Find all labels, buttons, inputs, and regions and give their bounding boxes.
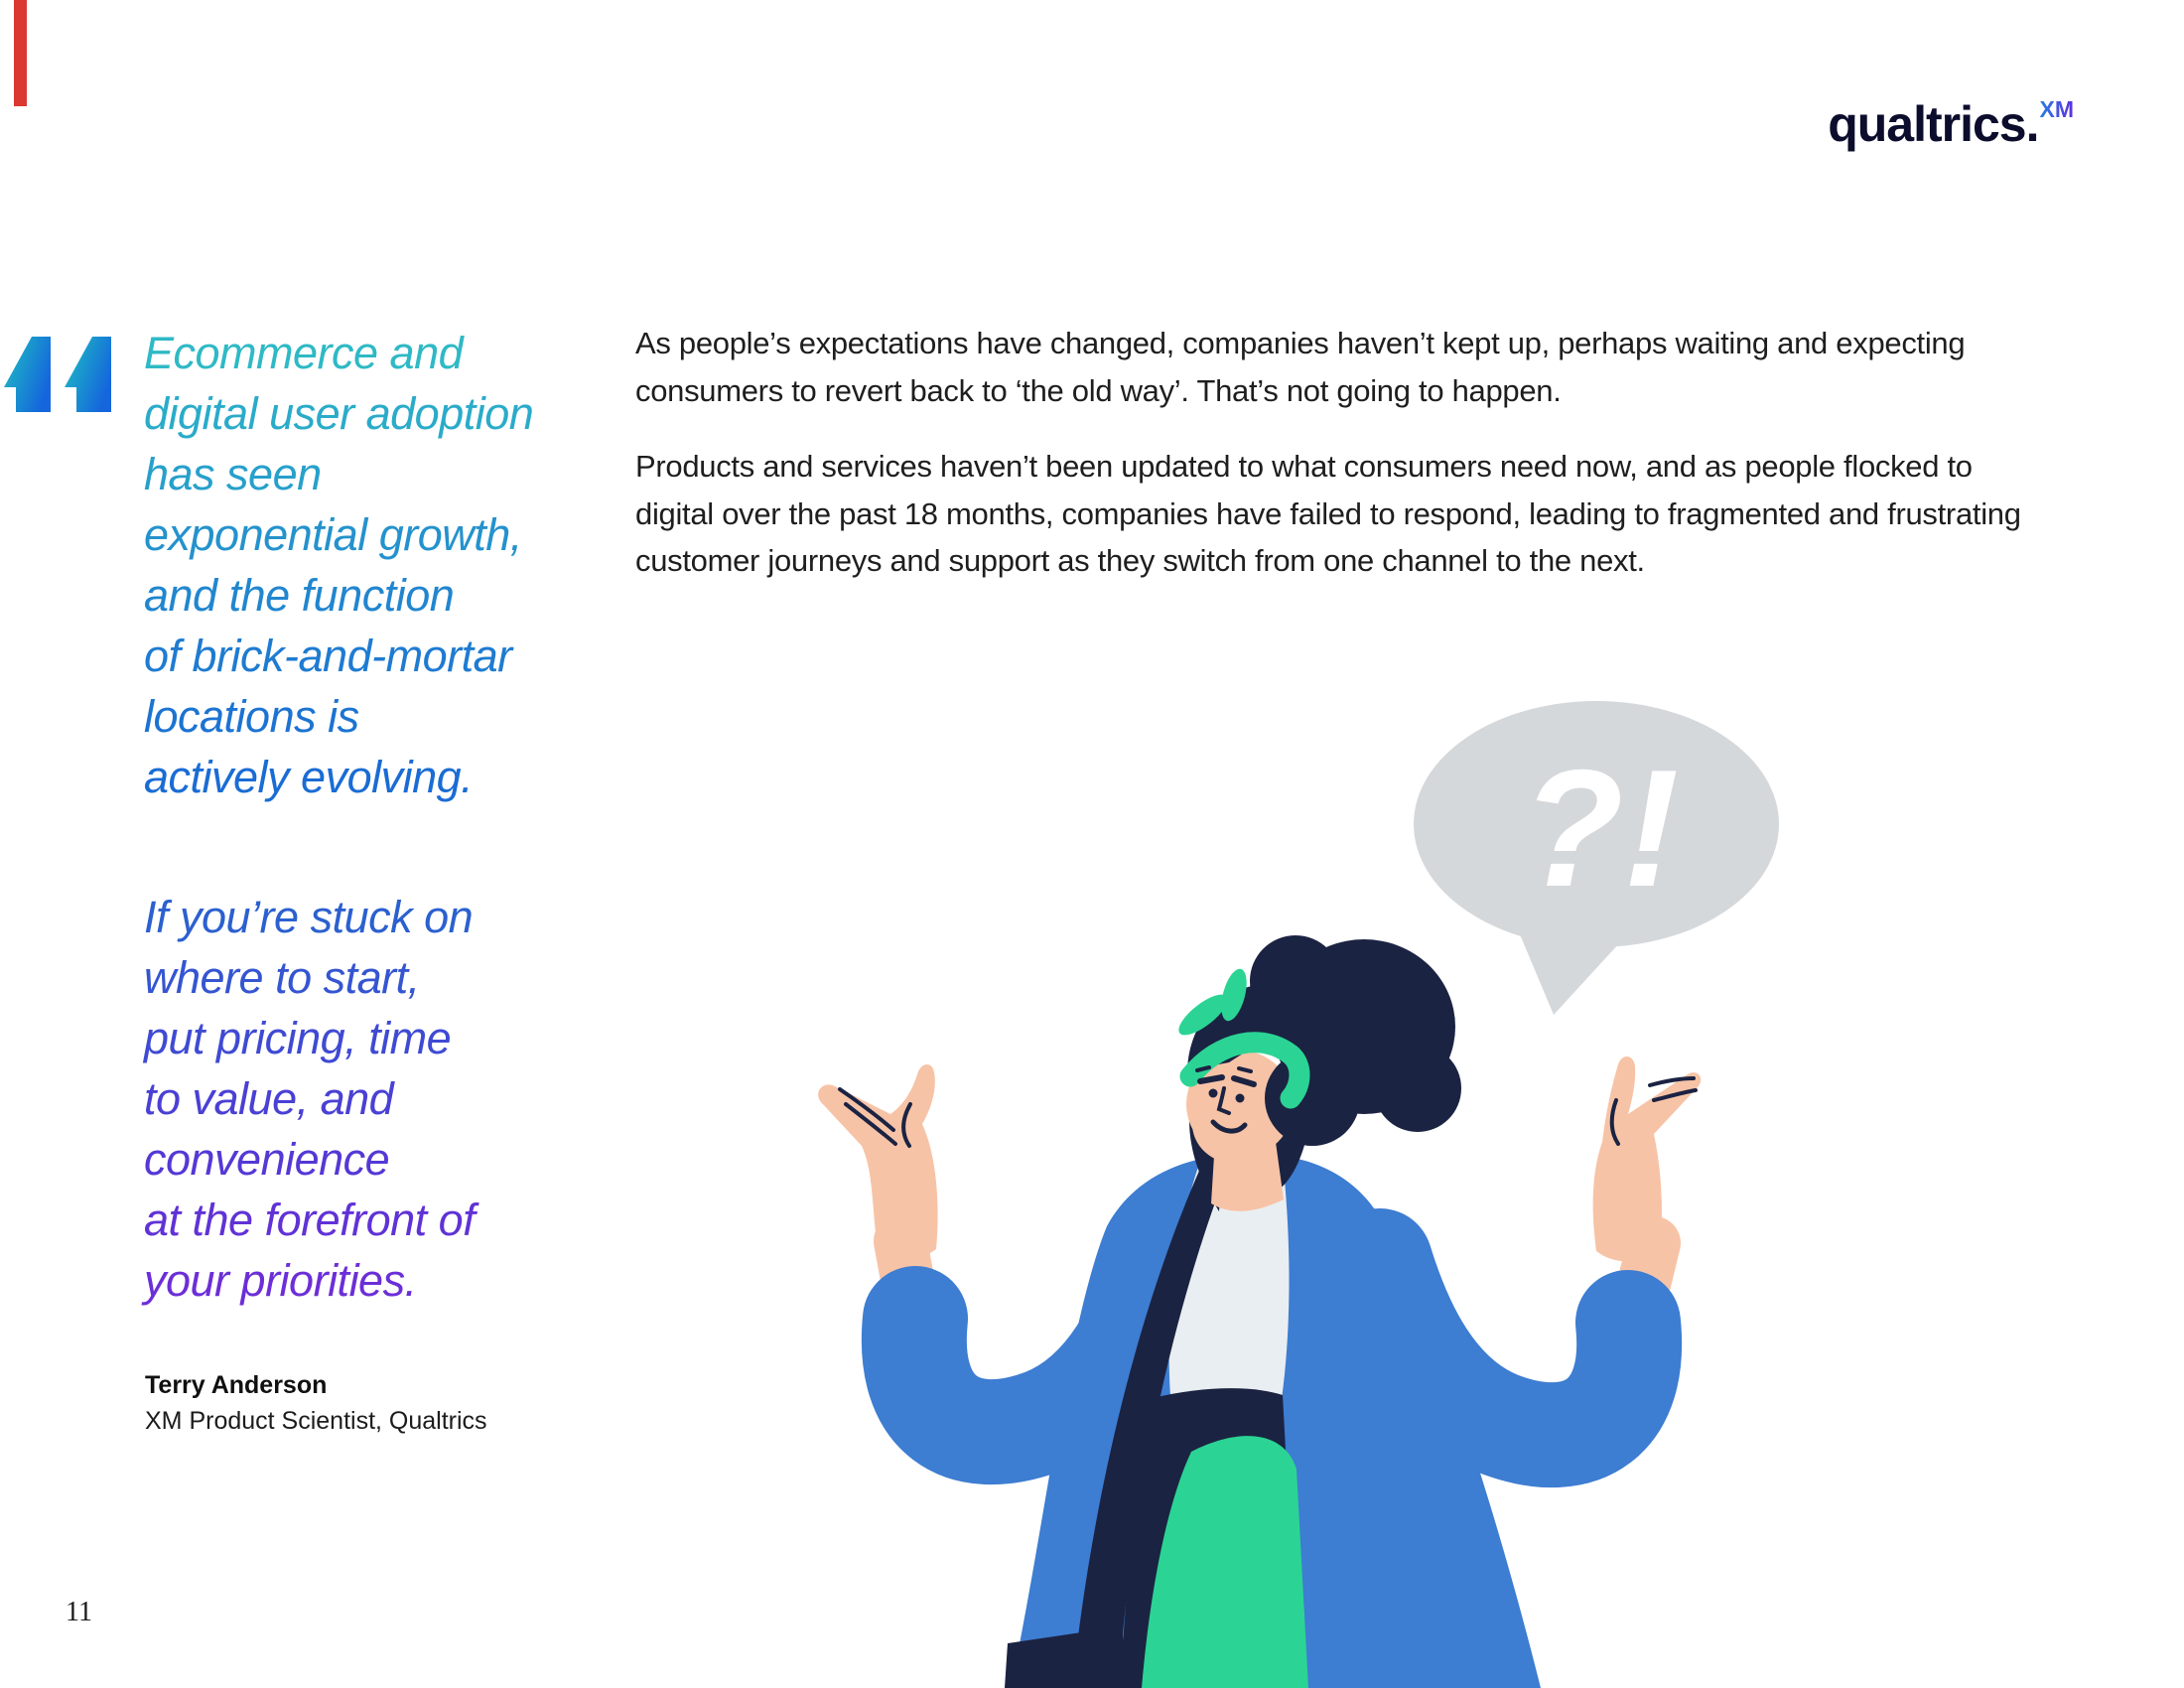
body-paragraph-2: Products and services haven’t been updated to what consumers need now, and as people flocked to digital over the past 18 months, companies have failed to respond, leading to fragmented and frustrating customer journeys and support as they switch from one channel to the next. <box>635 449 2021 578</box>
head <box>1173 935 1461 1164</box>
quote-line: of brick-and-mortar <box>144 631 512 681</box>
quote-line: locations is <box>144 691 359 742</box>
speech-bubble <box>1414 701 1779 1015</box>
qualtrics-logo-xm: XM <box>2039 96 2074 122</box>
attribution-role: XM Product Scientist, Qualtrics <box>145 1407 487 1435</box>
quote-line: put pricing, time <box>144 1013 452 1063</box>
shrugging-woman-illustration <box>774 635 1886 1688</box>
page-number: 11 <box>66 1597 92 1627</box>
quote-line: where to start, <box>144 952 420 1003</box>
qualtrics-logo <box>1828 95 2073 153</box>
pull-quote-part-2 <box>144 887 475 1311</box>
pull-quote-part-1 <box>144 323 533 807</box>
page-edge-red-mark <box>14 0 27 106</box>
left-hand <box>818 1064 937 1260</box>
quote-line: to value, and <box>144 1073 394 1124</box>
quote-attribution <box>145 1366 487 1438</box>
quote-line: Ecommerce and <box>144 328 464 378</box>
quote-line: and the function <box>144 570 455 621</box>
body-paragraph-1: As people’s expectations have changed, companies haven’t kept up, perhaps waiting and expecting consumers to revert back to ‘the old way’. That’s not going to happen. <box>635 326 1966 408</box>
quote-line: actively evolving. <box>144 752 474 802</box>
quote-line: convenience <box>144 1134 390 1185</box>
quote-line: at the forefront of <box>144 1195 476 1245</box>
attribution-name: Terry Anderson <box>145 1371 328 1399</box>
quote-line: If you’re stuck on <box>144 892 474 942</box>
quote-line: your priorities. <box>144 1255 417 1306</box>
body-text <box>635 320 2037 614</box>
open-quote-icon <box>4 336 115 413</box>
right-hand <box>1593 1056 1702 1261</box>
quote-line: digital user adoption <box>144 388 534 439</box>
quote-line: has seen <box>144 449 322 499</box>
qualtrics-logo-text: qualtrics. <box>1828 96 2039 152</box>
speech-bubble-text: ?! <box>1521 735 1680 921</box>
quote-line: exponential growth, <box>144 509 522 560</box>
